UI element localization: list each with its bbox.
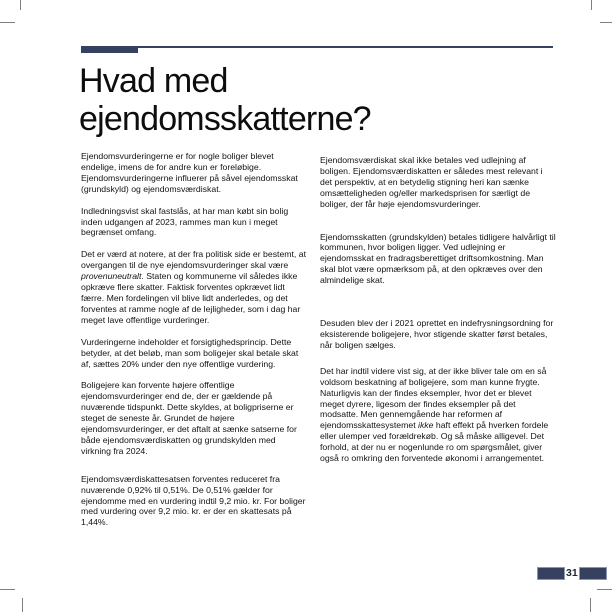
paragraph	[320, 232, 556, 287]
text-run: Ejendomsværdiskat skal ikke betales ved udlejning af boligen. Ejendomsværdiskatten er således mest relevant i det perspektiv, at en betydelig stigning heri kan sænke omsætteligheden og/eller markedsprisen for særligt de boliger, der får høje ejendomsvurderinger.	[320, 155, 543, 209]
crop-mark	[597, 589, 612, 590]
emphasized-text: provenuneutralt	[81, 271, 142, 282]
page-title	[79, 62, 559, 138]
page-number-left-bar	[537, 567, 565, 580]
header-rule-line	[138, 46, 553, 48]
text-run: Ejendomsvurderingerne er for nogle boliger blevet endelige, imens de for andre kun er foreløbige. Ejendomsvurderingerne influerer på såvel ejendomsskat (grundskyld) og ejendomsværdiskat.	[81, 151, 298, 194]
crop-mark	[22, 598, 23, 612]
text-run: haft effekt på hverken fordele eller ulemper ved forældrekøb. Og så måske alligevel. Det forhold, at der nu er nogenlunde ro om spørgsmålet, giver også ro omkring den forventede økonomi i arrangementet.	[320, 420, 549, 464]
crop-mark	[0, 589, 15, 590]
crop-mark	[590, 598, 591, 612]
column-left	[81, 151, 307, 539]
header-rule	[81, 46, 553, 53]
paragraph	[320, 318, 556, 351]
header-rule-accent	[81, 46, 138, 53]
page-number-right-bar	[579, 567, 607, 580]
paragraph	[81, 206, 307, 239]
paragraph	[81, 151, 307, 195]
text-run: Desuden blev der i 2021 oprettet en indefrysningsordning for eksisterende boligejere, hvor stigende skatter først betales, når boligen sælges.	[320, 318, 554, 350]
text-run: Ejendomsværdiskattesatsen forventes reduceret fra nuværende 0,92% til 0,51%. De 0,51% gælder for ejendomme med en vurdering indtil 9,2 mio. kr. For boliger med vurdering over 9,2 mio. kr. er der en skattesats på 1,44%.	[81, 473, 306, 528]
text-run: Ejendomsskatten (grundskylden) betales tidligere halvårligt til kommunen, hvor boligen ligger. Ved udlejning er ejendomsskat en fradragsberettiget driftsomkostning. Man skal blot være opmærksom på, at den opkræves over den almindelige skat.	[320, 231, 556, 286]
crop-mark	[591, 0, 592, 10]
page-title-line2: ejendomsskatterne?	[79, 100, 371, 138]
paragraph	[320, 366, 556, 464]
crop-mark	[0, 22, 15, 23]
text-run: Det har indtil videre vist sig, at der ikke bliver tale om en så voldsom beskatning af boligejere, som man kunne frygte. Naturligvis kan der findes eksempler, hvor det er blevet meget dyrere, ligesom der findes eksempler på det modsatte. Men gennemgående har reformen af ejendomsskattesystemet	[320, 365, 547, 431]
paragraph	[81, 380, 307, 456]
page-number-footer	[537, 566, 607, 581]
column-right	[320, 151, 556, 475]
text-run: Boligejere kan forvente højere offentlige ejendomsvurderinger end de, der er gældende på nuværende tidspunkt. Dette skyldes, at boligpriserne er steget de seneste år. Grundet de højere ejendomsvurderinger, er det aftalt at sænke satserne for både ejendomsværdiskatten og grundskylden med virkning fra 2024.	[81, 380, 297, 456]
paragraph	[81, 474, 307, 529]
paragraph	[81, 249, 307, 325]
emphasized-text: ikke	[418, 420, 434, 431]
body-columns	[81, 151, 556, 539]
text-run: . Staten og kommunerne vil således ikke opkræve flere skatter. Faktisk forventes opkrævet lidt færre. Men fordelingen vil blive lidt anderledes, og det forventes at ramme nogle af de lejligheder, som i dag har meget lave offentlige vurderinger.	[81, 271, 301, 325]
text-run: Det er værd at notere, at der fra politisk side er bestemt, at overgangen til de nye ejendomsvurderinger skal være	[81, 249, 307, 271]
page-number: 31	[566, 567, 578, 579]
crop-mark	[600, 22, 612, 23]
page-title-line1: Hvad med	[79, 62, 228, 100]
text-run: Vurderingerne indeholder et forsigtighedsprincip. Dette betyder, at det beløb, man som boligejer skal betale skat af, sættes 20% under den nye offentlige vurdering.	[81, 336, 299, 369]
paragraph	[81, 337, 307, 370]
crop-mark	[20, 0, 21, 10]
paragraph	[320, 155, 556, 210]
text-run: Indledningsvist skal fastslås, at har man købt sin bolig inden udgangen af 2023, rammes man kun i meget begrænset omfang.	[81, 205, 289, 238]
